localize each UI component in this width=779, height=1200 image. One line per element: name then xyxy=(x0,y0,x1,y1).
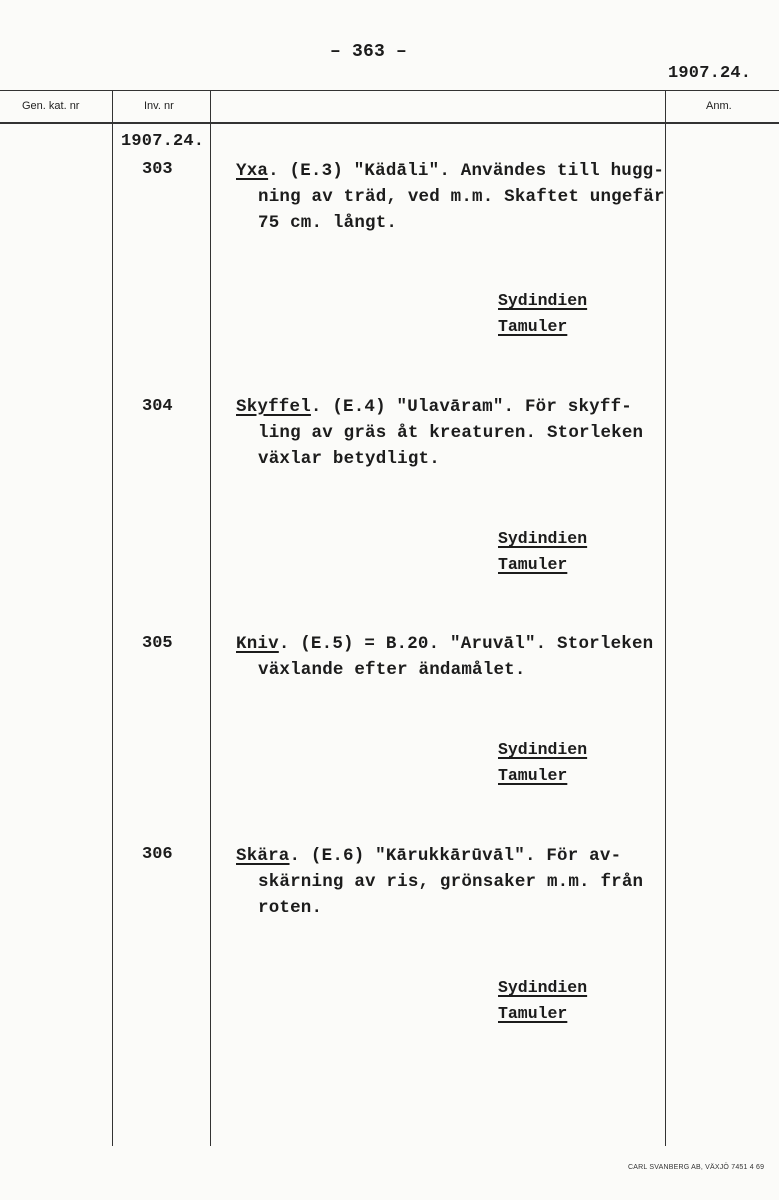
provenance-region: Sydindien xyxy=(498,740,588,759)
header-date: 1907.24. xyxy=(668,64,752,83)
object-term: Skyffel xyxy=(236,397,311,417)
catalog-entry xyxy=(236,158,666,236)
catalog-entry xyxy=(236,843,666,921)
object-term: Skära xyxy=(236,846,290,866)
column-divider-3 xyxy=(665,90,666,1146)
inventory-number: 306 xyxy=(142,845,173,864)
inventory-date-label: 1907.24. xyxy=(121,132,205,151)
column-divider-2 xyxy=(210,90,211,1146)
column-divider-1 xyxy=(112,90,113,1146)
provenance-people: Tamuler xyxy=(498,555,568,574)
provenance-region: Sydindien xyxy=(498,978,588,997)
column-header-gen-kat: Gen. kat. nr xyxy=(22,100,80,112)
entry-description-line: ling av gräs åt kreaturen. Storleken xyxy=(258,423,644,443)
column-header-anm: Anm. xyxy=(706,100,732,112)
provenance-people: Tamuler xyxy=(498,766,568,785)
entry-description: . (E.6) "Kārukkārūvāl". För av- xyxy=(289,846,622,866)
entry-description-line: ning av träd, ved m.m. Skaftet ungefär xyxy=(258,187,665,207)
entry-description-line: 75 cm. långt. xyxy=(258,213,398,233)
inventory-number: 303 xyxy=(142,160,173,179)
provenance-region: Sydindien xyxy=(498,529,588,548)
provenance-people: Tamuler xyxy=(498,317,568,336)
catalog-entry xyxy=(236,631,666,683)
header-top-rule xyxy=(0,90,779,91)
provenance xyxy=(498,975,587,1027)
provenance-people: Tamuler xyxy=(498,1004,568,1023)
column-header-inv: Inv. nr xyxy=(144,100,174,112)
provenance xyxy=(498,526,587,578)
catalog-entry xyxy=(236,394,666,472)
object-term: Kniv xyxy=(236,634,279,654)
entry-description: . (E.4) "Ulavāram". För skyff- xyxy=(310,397,632,417)
entry-description: . (E.5) = B.20. "Aruvāl". Storleken xyxy=(278,634,654,654)
object-term: Yxa xyxy=(236,161,269,181)
printer-imprint: CARL SVANBERG AB, VÄXJÖ 7451 4 69 xyxy=(628,1164,765,1171)
inventory-number: 305 xyxy=(142,634,173,653)
provenance-region: Sydindien xyxy=(498,291,588,310)
page-number: – 363 – xyxy=(330,42,408,62)
entry-description-line: skärning av ris, grönsaker m.m. från xyxy=(258,872,644,892)
entry-description-line: växlar betydligt. xyxy=(258,449,440,469)
provenance xyxy=(498,288,587,340)
entry-description-line: roten. xyxy=(258,898,323,918)
entry-description: . (E.3) "Kädāli". Användes till hugg- xyxy=(268,161,665,181)
header-bottom-rule xyxy=(0,122,779,124)
entry-description-line: växlande efter ändamålet. xyxy=(258,660,526,680)
inventory-number: 304 xyxy=(142,397,173,416)
provenance xyxy=(498,737,587,789)
